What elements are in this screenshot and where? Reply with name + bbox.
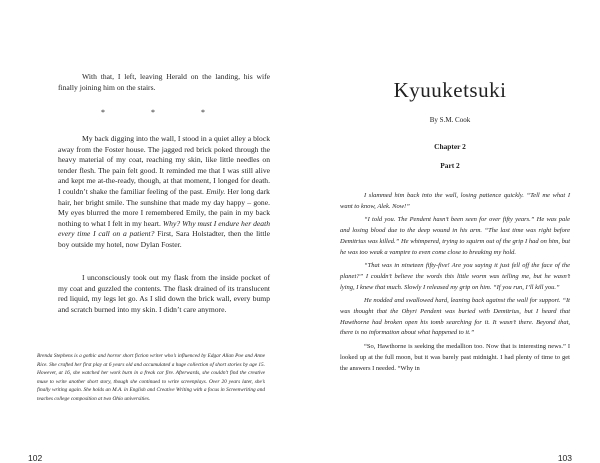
flask-paragraph: I unconsciously took out my flask from the inside pocket of my coat and guzzled the contents. The flask drained of its translucent red liquid, my legs let go. As I slid down the brick wall, every bump and scratch burned into my skin. I didn’t care anymore. xyxy=(58,273,270,314)
story-paragraph: “I told you. The Pendent hasn’t been seen for over fifty years.” He was pale and losing blood due to the deep wound in his arm. “The last time was right before Demitrius was killed.” He whimpered, trying to squirm out of the grip I had on him, but he was too weak a vampire to even come close to breaking my hold. xyxy=(340,216,570,256)
story-paragraph: He nodded and swallowed hard, leaning back against the wall for support. “It was thought that the Obyri Pendent was buried with Demitrius, but I heard that Hawthorne had broken open his tomb searching for it. It wasn’t there. Beyond that, there is no information about what happened to it.” xyxy=(340,297,570,337)
story-paragraph: “That was in nineteen fifty-five! Are you saying it just fell off the face of the planet?” I couldn’t believe the words this little worm was telling me, but he wasn’t lying, I knew that much. Slowly I released my grip on him. “If you run, I’ll kill you.” xyxy=(340,262,570,291)
wall-text-3: First, Sara Holstadter, then the little boy outside my hotel, now Dylan Foster. xyxy=(58,229,270,249)
part-heading: Part 2 xyxy=(440,161,460,170)
wall-paragraph-block xyxy=(58,134,270,251)
wall-text-emily: Emily. xyxy=(206,186,226,196)
opening-paragraph: With that, I left, leaving Herald on the landing, his wife finally joining him on the stairs. xyxy=(58,72,270,92)
page-number-left: 102 xyxy=(28,453,43,463)
page-number-right: 103 xyxy=(557,453,572,463)
scene-break: * * * xyxy=(101,108,227,117)
wall-text-italic: Why? Why must I endure her death every time I call on a patient? xyxy=(58,218,270,239)
byline: By S.M. Cook xyxy=(429,116,471,124)
flask-paragraph-block xyxy=(58,273,270,315)
wall-text-1: My back digging into the wall, I stood in a quiet alley a block away from the Foster house. The jagged red brick poked through the heavy material of my coat, reaching my skin, like little needles on tender flesh. The pain felt good. It reminded me that I was still alive and kept me at-the-ready, though, at that moment, I longed for death. I couldn’t shake the familiar feeling of the past. xyxy=(58,134,270,196)
story-paragraph: I slammed him back into the wall, losing patience quickly. “Tell me what I want to know, Alek. Now!” xyxy=(340,192,570,210)
opening-paragraph-block xyxy=(58,72,270,93)
chapter-heading: Chapter 2 xyxy=(434,142,466,151)
story-body xyxy=(340,191,570,377)
wall-paragraph xyxy=(58,134,270,251)
story-paragraph: “So, Hawthorne is seeking the medallion too. Now that is interesting news.” I looked up at the full moon, but it was barely past midnight. I had plenty of time to get the answers I needed. “Why in xyxy=(340,343,570,372)
wall-text-2: Her long dark hair, her bright smile. The sunshine that made my day happy – gone. My eyes blurred the more I remembered Emily, the pain in my back nothing to what I felt in my heart. xyxy=(58,186,270,228)
story-title: Kyuuketsuki xyxy=(393,78,507,102)
author-bio: Brenda Stephens is a gothic and horror short fiction writer who’s influenced by Edgar Allan Poe and Anne Rice. She crafted her first play at 6 years old and accumulated a huge collection of short stories by age 15. However, at 16, she watched her work burn in a freak car fire. Afterwards, she couldn’t find the creative muse to write another short story, though she continued to write screenplays. Over 20 years later, she’s finally writing again. She holds an M.A. in English and Creative Writing with a focus in Screenwriting and teaches college composition at two Ohio universities. xyxy=(37,353,265,402)
right-page xyxy=(300,0,600,463)
